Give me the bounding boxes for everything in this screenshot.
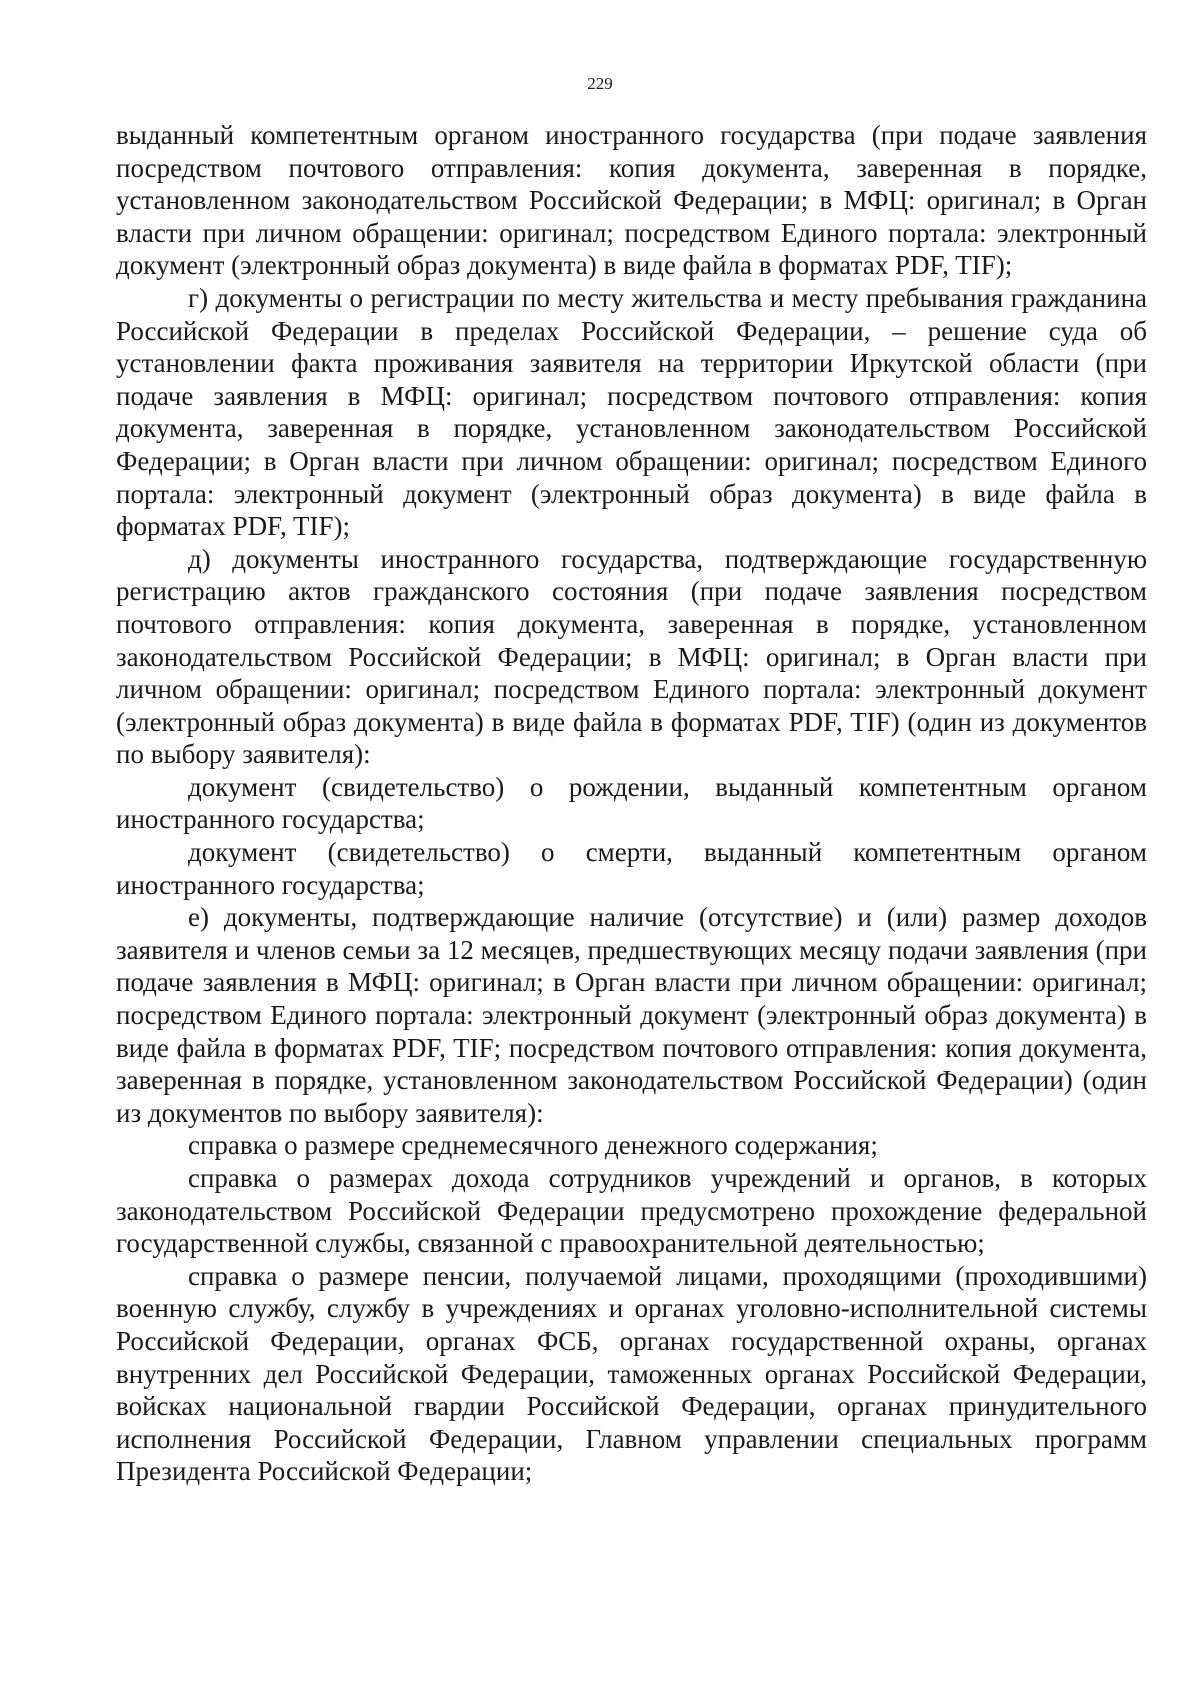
paragraph-item-d: д) документы иностранного государства, подтверждающие государственную регистрацию актов гражданского состояния (при подаче заявления посредством почтового отправления: копия документа, заверенная в порядке, установленном законодательством Российской Федерации; в МФЦ: оригинал; в Орган власти при личном обращении: оригинал; посредством Единого портала: электронный документ (электронный образ документа) в виде файла в форматах PDF, TIF) (один из документов по выбору заявителя): <box>116 543 1147 770</box>
paragraph-continuation: выданный компетентным органом иностранного государства (при подаче заявления посредством почтового отправления: копия документа, заверенная в порядке, установленном законодательством Российской Федерации; в МФЦ: оригинал; в Орган власти при личном обращении: оригинал; посредством Единого портала: электронный документ (электронный образ документа) в виде файла в форматах PDF, TIF); <box>116 120 1147 281</box>
paragraph-item-g: г) документы о регистрации по месту жительства и месту пребывания гражданина Российской Федерации в пределах Российской Федерации, – решение суда об установлении факта проживания заявителя на территории Иркутской области (при подаче заявления в МФЦ: оригинал; посредством почтового отправления: копия документа, заверенная в порядке, установленном законодательством Российской Федерации; в Орган власти при личном обращении: оригинал; посредством Единого портала: электронный документ (электронный образ документа) в виде файла в форматах PDF, TIF); <box>116 282 1147 542</box>
page-number: 229 <box>587 74 613 93</box>
paragraph-pension-certificate: справка о размере пенсии, получаемой лицами, проходящими (проходившими) военную службу, службу в учреждениях и органах уголовно-исполнительной системы Российской Федерации, органах ФСБ, органах государственной охраны, органах внутренних дел Российской Федерации, таможенных органах Российской Федерации, войсках национальной гвардии Российской Федерации, органах принудительного исполнения Российской Федерации, Главном управлении специальных программ Президента Российской Федерации; <box>116 1260 1147 1487</box>
paragraph-salary-certificate: справка о размере среднемесячного денежного содержания; <box>188 1130 878 1161</box>
paragraph-birth-certificate: документ (свидетельство) о рождении, выданный компетентным органом иностранного государства; <box>116 771 1147 835</box>
document-body <box>116 119 1147 1488</box>
paragraph-income-certificate: справка о размерах дохода сотрудников учреждений и органов, в которых законодательством Российской Федерации предусмотрено прохождение федеральной государственной службы, связанной с правоохранительной деятельностью; <box>116 1163 1147 1259</box>
paragraph-item-e: е) документы, подтверждающие наличие (отсутствие) и (или) размер доходов заявителя и членов семьи за 12 месяцев, предшествующих месяцу подачи заявления (при подаче заявления в МФЦ: оригинал; в Орган власти при личном обращении: оригинал; посредством Единого портала: электронный документ (электронный образ документа) в виде файла в форматах PDF, TIF; посредством почтового отправления: копия документа, заверенная в порядке, установленном законодательством Российской Федерации) (один из документов по выбору заявителя): <box>116 902 1147 1128</box>
paragraph-death-certificate: документ (свидетельство) о смерти, выданный компетентным органом иностранного государства; <box>116 837 1147 900</box>
